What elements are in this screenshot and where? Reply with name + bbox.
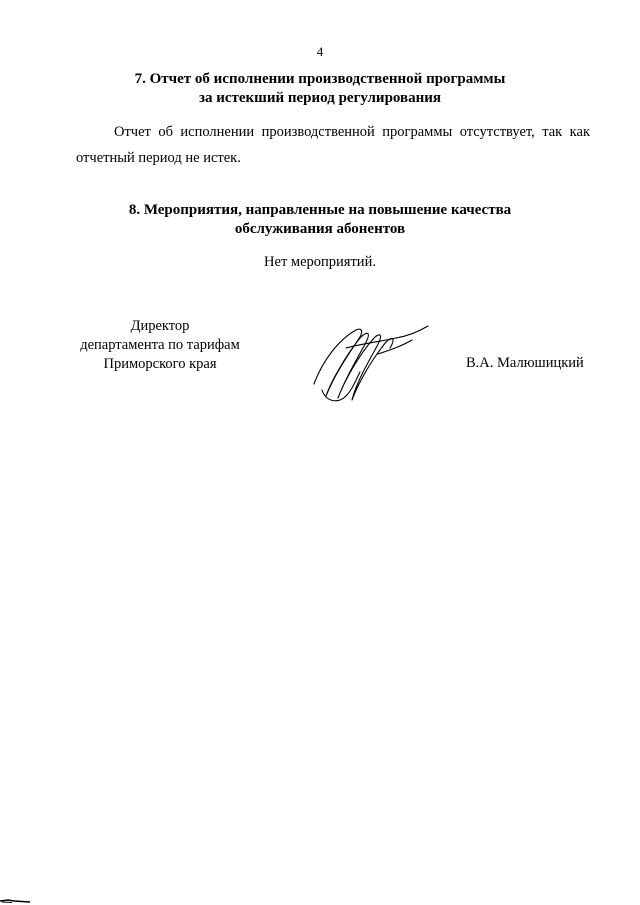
page-number: 4 bbox=[316, 44, 324, 59]
section-8-heading-line-1: 8. Мероприятия, направленные на повышение качества bbox=[128, 202, 512, 218]
scan-artifact bbox=[0, 893, 40, 903]
section-8-heading bbox=[0, 201, 640, 239]
section-7-heading-line-1: 7. Отчет об исполнении производственной программы bbox=[134, 71, 506, 87]
signer-name: В.А. Малюшицкий bbox=[466, 355, 584, 371]
section-7-text-line-1: Отчет об исполнении производственной программы отсутствует, так как bbox=[114, 124, 590, 140]
section-7-text-line-2: отчетный период не истек. bbox=[76, 150, 241, 166]
section-7-paragraph bbox=[76, 119, 590, 171]
signer-title-line-3: Приморского края bbox=[103, 356, 217, 372]
signer-title-line-2: департамента по тарифам bbox=[80, 337, 240, 353]
signer-title bbox=[60, 317, 260, 374]
section-8-heading-line-2: обслуживания абонентов bbox=[234, 221, 406, 237]
handwritten-signature bbox=[300, 318, 435, 408]
section-8-text: Нет мероприятий. bbox=[264, 254, 376, 270]
section-7-heading bbox=[0, 70, 640, 108]
section-7-heading-line-2: за истекший период регулирования bbox=[198, 90, 442, 106]
signer-title-line-1: Директор bbox=[130, 318, 190, 334]
